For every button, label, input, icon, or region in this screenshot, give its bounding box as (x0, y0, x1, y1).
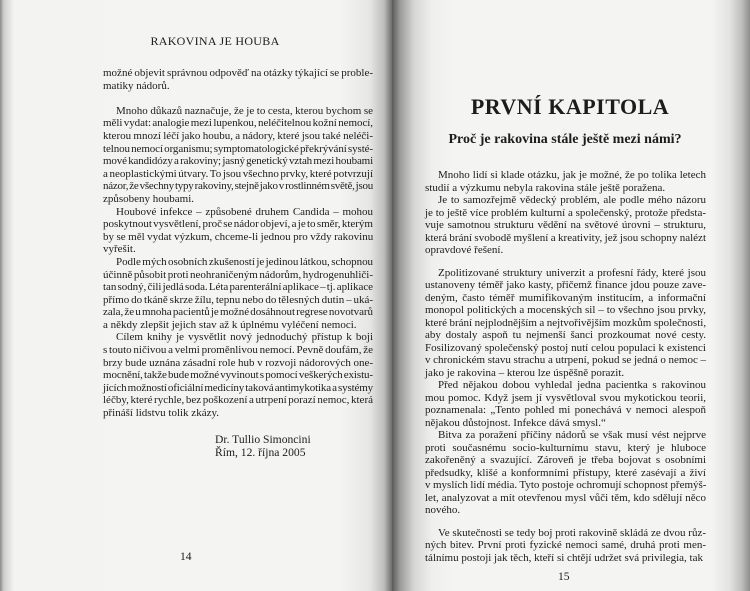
text-line: zala, že u mnoha pacientů je možné dosáhnout regrese novotvarů (103, 306, 373, 319)
page-number-right: 15 (558, 570, 570, 583)
paragraph (103, 331, 373, 419)
text-line: vuje samotnou strukturu vědění na světové úrovni – strukturu, (425, 219, 706, 231)
text-line: zakořeněný a svazující. Zároveň je třeba bojovat s osobními (425, 454, 706, 466)
text-line: Bitva za poražení příčiny nádorů se však musí vést nejprve (438, 429, 706, 441)
paragraph (425, 429, 706, 517)
text-line: ustanoveny téměř jako kasty, přičemž finance jdou pouze zave- (425, 279, 706, 291)
text-line: názor, že všechny typy rakoviny, stejně jako v rostlinném světě, jsou (103, 180, 373, 193)
text-line: Podle mých osobních zkušeností je jedinou látkou, schopnou (116, 255, 373, 268)
text-line: Před nějakou dobou vyhledal jedna pacientka s rakovinou (438, 379, 706, 391)
chapter-title: PRVNÍ KAPITOLA (470, 94, 670, 119)
text-line: opravdové řešení. (425, 244, 504, 256)
text-line: léčby, které rychle, bez poškození a utrpení porazí nemoc, která (103, 394, 373, 407)
signature (215, 433, 311, 459)
text-line: ných bitev. První proti fyzické nemoci samé, druhá proti men- (425, 539, 706, 551)
text-line: poskytnout vysvětlení, proč se nádor objeví, a je to směr, kterým (103, 218, 373, 231)
right-page-body (425, 169, 706, 564)
text-line: Mnoho lidí si klade otázku, jak je možné, že po tolika letech (438, 169, 706, 181)
paragraph (103, 206, 373, 256)
text-line: Je to samozřejmě vědecký problém, ale podle mého názoru (438, 194, 706, 206)
text-line: nějakou důstojnost. Infekce dává smysl.“ (425, 416, 606, 429)
text-line: brzy bude uznána zásadní role hub v rozvoji nádorových one- (103, 356, 373, 369)
paragraph (425, 169, 706, 194)
text-line: Fosilizovaný společenský postoj nutí celou populaci k existenci (425, 341, 706, 354)
author-name: Dr. Tullio Simoncini (215, 433, 311, 446)
text-line: které brání nejplodnějším a nejtvořivějším mozkům společnosti, (425, 316, 707, 329)
text-line: aby dostaly aspoň tu nejmenší šanci prozkoumat nové cesty. (425, 329, 706, 341)
paragraph (103, 105, 373, 206)
text-line: tan sodný, čili jedlá soda. Léta parenterální aplikace – tj. aplikace (103, 281, 373, 294)
text-line: je to ještě více problém kulturní a společenský, protože předsta- (425, 206, 707, 219)
text-line: a někdy zlepšit jejich stav až k úplnému vyléčení nemoci. (103, 318, 357, 331)
text-line: telnou nemocí organismu; symptomatologické překrývání systé- (103, 142, 373, 155)
text-line: v myslích lidí média. Tyto postoje ochromují schopnost přemýš- (425, 479, 707, 491)
running-head: RAKOVINA JE HOUBA (150, 34, 280, 48)
text-line: matiky nádorů. (103, 79, 170, 92)
text-line: monopol politických a mocenských sil – to všechno jsou prvky, (425, 304, 706, 316)
text-line: Ve skutečnosti se tedy boj proti rakovině skládá ze dvou růz- (438, 526, 706, 539)
text-line: proti současnému socio-kulturnímu stavu, který je hluboce (425, 441, 706, 454)
text-line: která brání svobodě myšlení a kreativity, jež jsou schopny nalézt (425, 231, 706, 244)
text-line: Mnoho důkazů naznačuje, že je to cesta, kterou bychom se (116, 104, 373, 117)
text-line: poznamenala: „Tento pohled mi ponechává v nemoci alespoň (425, 404, 706, 416)
text-line: deným, často téměř mumifikovaným institucím, a informační (425, 291, 706, 304)
text-line: mocnění, takže bude možné vyvinout s pomocí veškerých existu- (103, 369, 373, 382)
text-line: v chronickém stavu strachu a utrpení, pokud se jedná o nemoc – (425, 354, 706, 366)
text-line: jako je rakovina – kterou lze úspěšně porazit. (425, 366, 625, 379)
text-line: možné objevit správnou odpověď na otázky týkající se proble- (103, 67, 373, 79)
text-line: by se měl vydat výzkum, chceme-li jednou pro vždy rakovinu (103, 230, 374, 243)
text-line: měli vydat: analogie mezi lupenkou, neléčitelnou kožní nemocí, (103, 117, 373, 130)
paragraph (103, 256, 373, 332)
text-line: studií a výzkumu nebyla rakovina stále ještě poražena. (425, 181, 666, 194)
text-line: jících možností oficiální medicíny taková antimykotika a systémy (103, 381, 373, 394)
text-line: Cílem knihy je vysvětlit nový jednoduchý přístup k boji (116, 331, 373, 344)
text-line: mové kandidózy a rakoviny; jasný genetický vztah mezi houbami (103, 155, 373, 168)
text-line: vyřešit. (103, 243, 136, 256)
text-line: nového. (425, 504, 461, 516)
paragraph (425, 267, 706, 380)
text-line: mou pomoc. Když jsem jí vysvětloval svou mykotickou teorii, (425, 391, 706, 404)
paragraph (425, 194, 706, 257)
section-break (425, 257, 706, 267)
text-line: účinně působit proti neohraničeným nádorům, hydrogenuhliči- (103, 268, 373, 281)
page-number-left: 14 (180, 550, 192, 563)
place-date: Řím, 12. října 2005 (215, 446, 306, 459)
section-break (103, 92, 373, 105)
text-line: přináší lidstvu tolik zkázy. (103, 407, 219, 420)
text-line: předsudky, klišé a konformními přístupy, které zasévají a živí (425, 466, 706, 479)
paragraph (425, 527, 706, 565)
paragraph (103, 67, 373, 92)
chapter-subtitle: Proč je rakovina stále ještě mezi námi? (448, 132, 682, 147)
text-line: tálnímu postoji jak těch, kteří si chtějí udržet svá privilegia, tak (425, 551, 703, 564)
left-page-body (103, 67, 373, 420)
text-line: s touto ničivou a velmi proměnlivou nemocí. Pevně doufám, že (103, 344, 373, 357)
text-line: přímo do tkáně skrze žílu, tepnu nebo do tělesných dutin – uká- (103, 293, 373, 306)
text-line: Houbové infekce – způsobené druhem Candida – mohou (116, 205, 373, 218)
text-line: let, analyzovat a mít otevřenou mysl vůči těm, kdo sdělují něco (425, 491, 706, 504)
text-line: Zpolitizované struktury univerzit a profesní řády, které jsou (438, 266, 706, 279)
section-break (425, 517, 706, 527)
text-line: způsobeny houbami. (103, 192, 195, 205)
paragraph (425, 379, 706, 429)
text-line: a neoplastickými útvary. To jsou všechno prvky, které potvrzují (103, 167, 373, 180)
text-line: kterou mnozí léčí jako houbu, a nádory, které jsou také neléči- (103, 129, 373, 142)
